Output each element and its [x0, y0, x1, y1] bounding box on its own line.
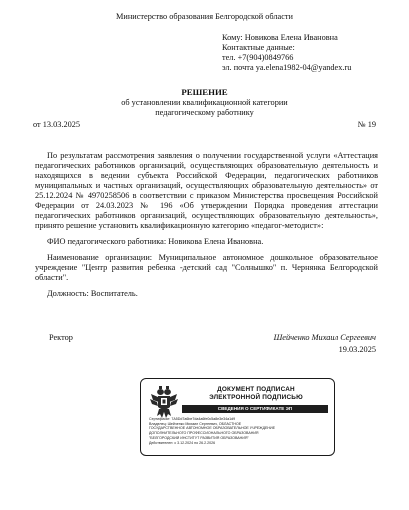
signature-title-line1: ДОКУМЕНТ ПОДПИСАН	[217, 386, 295, 393]
decision-subtitle-line2: педагогическому работнику	[155, 108, 254, 117]
signature-date: 19.03.2025	[338, 345, 376, 354]
recipient-phone: тел. +7(904)0849766	[222, 53, 294, 62]
ministry-header: Министерство образования Белгородской области	[116, 12, 293, 21]
teacher-fio: ФИО педагогического работника: Новикова Елена Ивановна.	[47, 237, 264, 246]
decision-subtitle	[0, 98, 409, 118]
recipient-to: Кому: Новикова Елена Ивановна	[222, 33, 338, 42]
certificate-line: Владелец: Шейченко Михаил Сергеевич, ОБЛАСТНОЕ	[149, 421, 242, 426]
electronic-signature-stamp	[140, 378, 335, 456]
signer-name: Шейченко Михаил Сергеевич	[273, 333, 376, 342]
certificate-line: Сертификат: 7A5Dd7a6be7da4a6fe0c5a8e3e34a1d9	[149, 417, 236, 421]
decision-subtitle-line1: об установлении квалификационной категории	[121, 98, 288, 107]
certificate-line: Действителен: с 3.12.2024 по 26.2.2026	[149, 440, 216, 445]
organization-name: Наименование организации: Муниципальное автономное дошкольное образовательное учреждение "Центр развития ребенка -детский сад "Солнышко" п. Чернянка Белгородской области".	[35, 253, 378, 282]
decision-number: № 19	[357, 120, 376, 129]
certificate-header: СВЕДЕНИЯ О СЕРТИФИКАТЕ ЭП	[182, 405, 328, 413]
body-paragraph-main: По результатам рассмотрения заявления о получении государственной услуги «Аттестация педагогических работников организаций, осуществляющих образовательную деятельность и находящихся в ведении субъекта Российской Федерации, педагогических работников муниципальных и частных организаций, осуществляющих образовательную деятельность» от 25.12.2024 № 4970258506 в соответствии с приказом Министерства просвещения Российской Федерации от 24.03.2023 № 196 «Об утверждении Порядка проведения аттестации педагогических работников организаций, осуществляющих образовательную деятельность», принято решение установить квалификационную категорию «педагог-методист»:	[35, 151, 378, 230]
decision-body	[35, 151, 378, 305]
signature-title	[181, 386, 331, 402]
recipient-email: эл. почта ya.elena1982-04@yandex.ru	[222, 63, 352, 72]
certificate-line: ГОСУДАРСТВЕННОЕ АВТОНОМНОЕ ОБРАЗОВАТЕЛЬНОЕ УЧРЕЖДЕНИЕ	[149, 426, 275, 431]
signature-title-line2: ЭЛЕКТРОННОЙ ПОДПИСЬЮ	[209, 394, 303, 401]
coat-of-arms-icon	[149, 385, 179, 419]
signer-role: Ректор	[49, 333, 73, 342]
decision-title: РЕШЕНИЕ	[181, 87, 228, 97]
recipient-contacts-label: Контактные данные:	[222, 43, 295, 52]
recipient-block	[222, 33, 402, 73]
certificate-details	[149, 417, 331, 445]
certificate-line: "БЕЛГОРОДСКИЙ ИНСТИТУТ РАЗВИТИЯ ОБРАЗОВАНИЯ"	[149, 435, 249, 440]
decision-date: от 13.03.2025	[33, 120, 81, 129]
teacher-position: Должность: Воспитатель.	[47, 289, 138, 298]
certificate-line: ДОПОЛНИТЕЛЬНОГО ПРОФЕССИОНАЛЬНОГО ОБРАЗОВАНИЯ	[149, 431, 259, 436]
